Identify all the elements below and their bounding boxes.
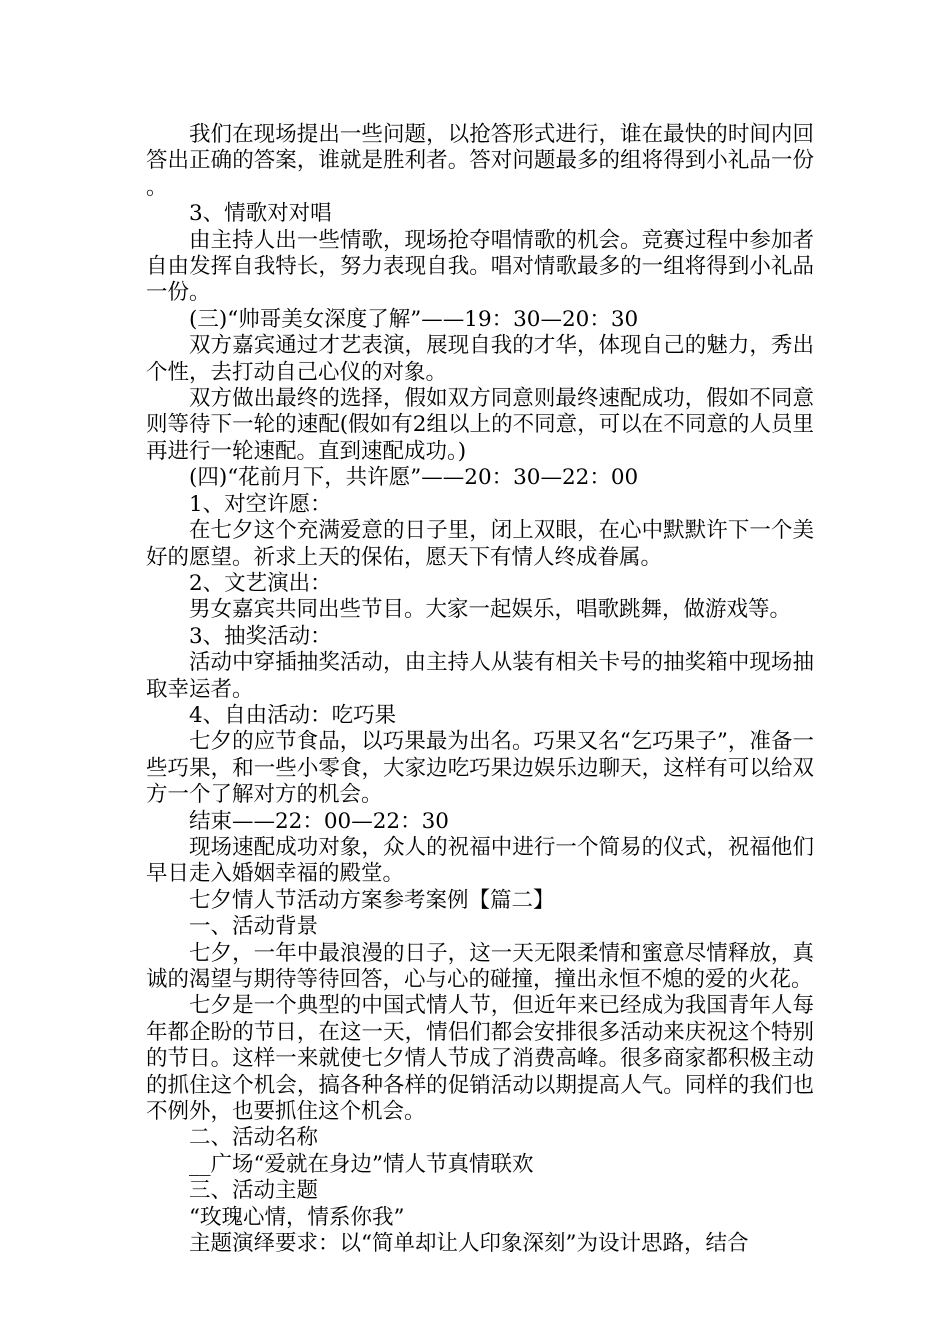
paragraph-background-one: 七夕，一年中最浪漫的日子，这一天无限柔情和蜜意尽情释放，真诚的渴望与期待等待回答，心与心的碰撞，撞出永恒不熄的爱的火花。	[146, 940, 814, 992]
paragraph-qiaoguo: 七夕的应节食品，以巧果最为出名。巧果又名“乞巧果子”，准备一些巧果，和一些小零食，大家边吃巧果边娱乐边聊天，这样有可以给双方一个了解对方的机会。	[146, 729, 814, 808]
paragraph-final-choice: 双方做出最终的选择，假如双方同意则最终速配成功，假如不同意则等待下一轮的速配(假如有2组以上的不同意，可以在不同意的人员里再进行一轮速配。直到速配成功。)	[146, 386, 814, 464]
paragraph-background-two: 七夕是一个典型的中国式情人节，但近年来已经成为我国青年人每年都企盼的节日，在这一天，情侣们都会安排很多活动来庆祝这个特别的节日。这样一来就使七夕情人节成了消费高峰。很多商家都积极主动的抓住这个机会，搞各种各样的促销活动以期提高人气。同样的我们也不例外，也要抓住这个机会。	[146, 993, 814, 1125]
heading-activity-name: 二、活动名称	[189, 1125, 319, 1151]
heading-performance: 2、文艺演出：	[189, 570, 332, 596]
paragraph-lottery: 活动中穿插抽奖活动，由主持人从装有相关卡号的抽奖箱中现场抽取幸运者。	[146, 650, 814, 702]
paragraph-love-song-rules: 由主持人出一些情歌，现场抢夺唱情歌的机会。竞赛过程中参加者自由发挥自我特长，努力表现自我。唱对情歌最多的一组将得到小礼品一份。	[146, 227, 814, 306]
paragraph-activity-theme: “玫瑰心情，情系你我”	[189, 1204, 405, 1230]
heading-ending: 结束——22：00—22：30	[189, 808, 449, 834]
paragraph-quiz-rules: 我们在现场提出一些问题，以抢答形式进行，谁在最快的时间内回答出正确的答案，谁就是胜利者。答对问题最多的组将得到小礼品一份。	[146, 122, 814, 200]
paragraph-performance: 男女嘉宾共同出些节目。大家一起娱乐，唱歌跳舞，做游戏等。	[189, 597, 792, 623]
paragraph-activity-name: __广场“爱就在身边”情人节真情联欢	[189, 1151, 534, 1177]
heading-background: 一、活动背景	[189, 914, 319, 940]
paragraph-talent-show: 双方嘉宾通过才艺表演，展现自我的才华，体现自己的魅力，秀出个性，去打动自己心仪的对象。	[146, 333, 814, 385]
heading-lottery: 3、抽奖活动：	[189, 623, 332, 649]
heading-activity-theme: 三、活动主题	[189, 1178, 319, 1204]
paragraph-theme-requirements: 主题演绎要求：以“简单却让人印象深刻”为设计思路，结合	[189, 1231, 749, 1257]
heading-love-song-duet: 3、情歌对对唱	[189, 201, 332, 227]
heading-make-wish: 1、对空许愿：	[189, 491, 332, 517]
heading-section-four: (四)“花前月下，共许愿”——20：30—22：00	[189, 465, 639, 491]
heading-section-three: (三)“帅哥美女深度了解”——19：30—20：30	[189, 306, 639, 332]
document-page	[146, 122, 814, 1257]
paragraph-ending: 现场速配成功对象，众人的祝福中进行一个简易的仪式，祝福他们早日走入婚姻幸福的殿堂。	[146, 834, 814, 887]
heading-case-two: 七夕情人节活动方案参考案例【篇二】	[189, 887, 555, 913]
heading-free-activity: 4、自由活动：吃巧果	[189, 702, 397, 728]
paragraph-make-wish: 在七夕这个充满爱意的日子里，闭上双眼，在心中默默许下一个美好的愿望。祈求上天的保佑，愿天下有情人终成眷属。	[146, 518, 814, 570]
